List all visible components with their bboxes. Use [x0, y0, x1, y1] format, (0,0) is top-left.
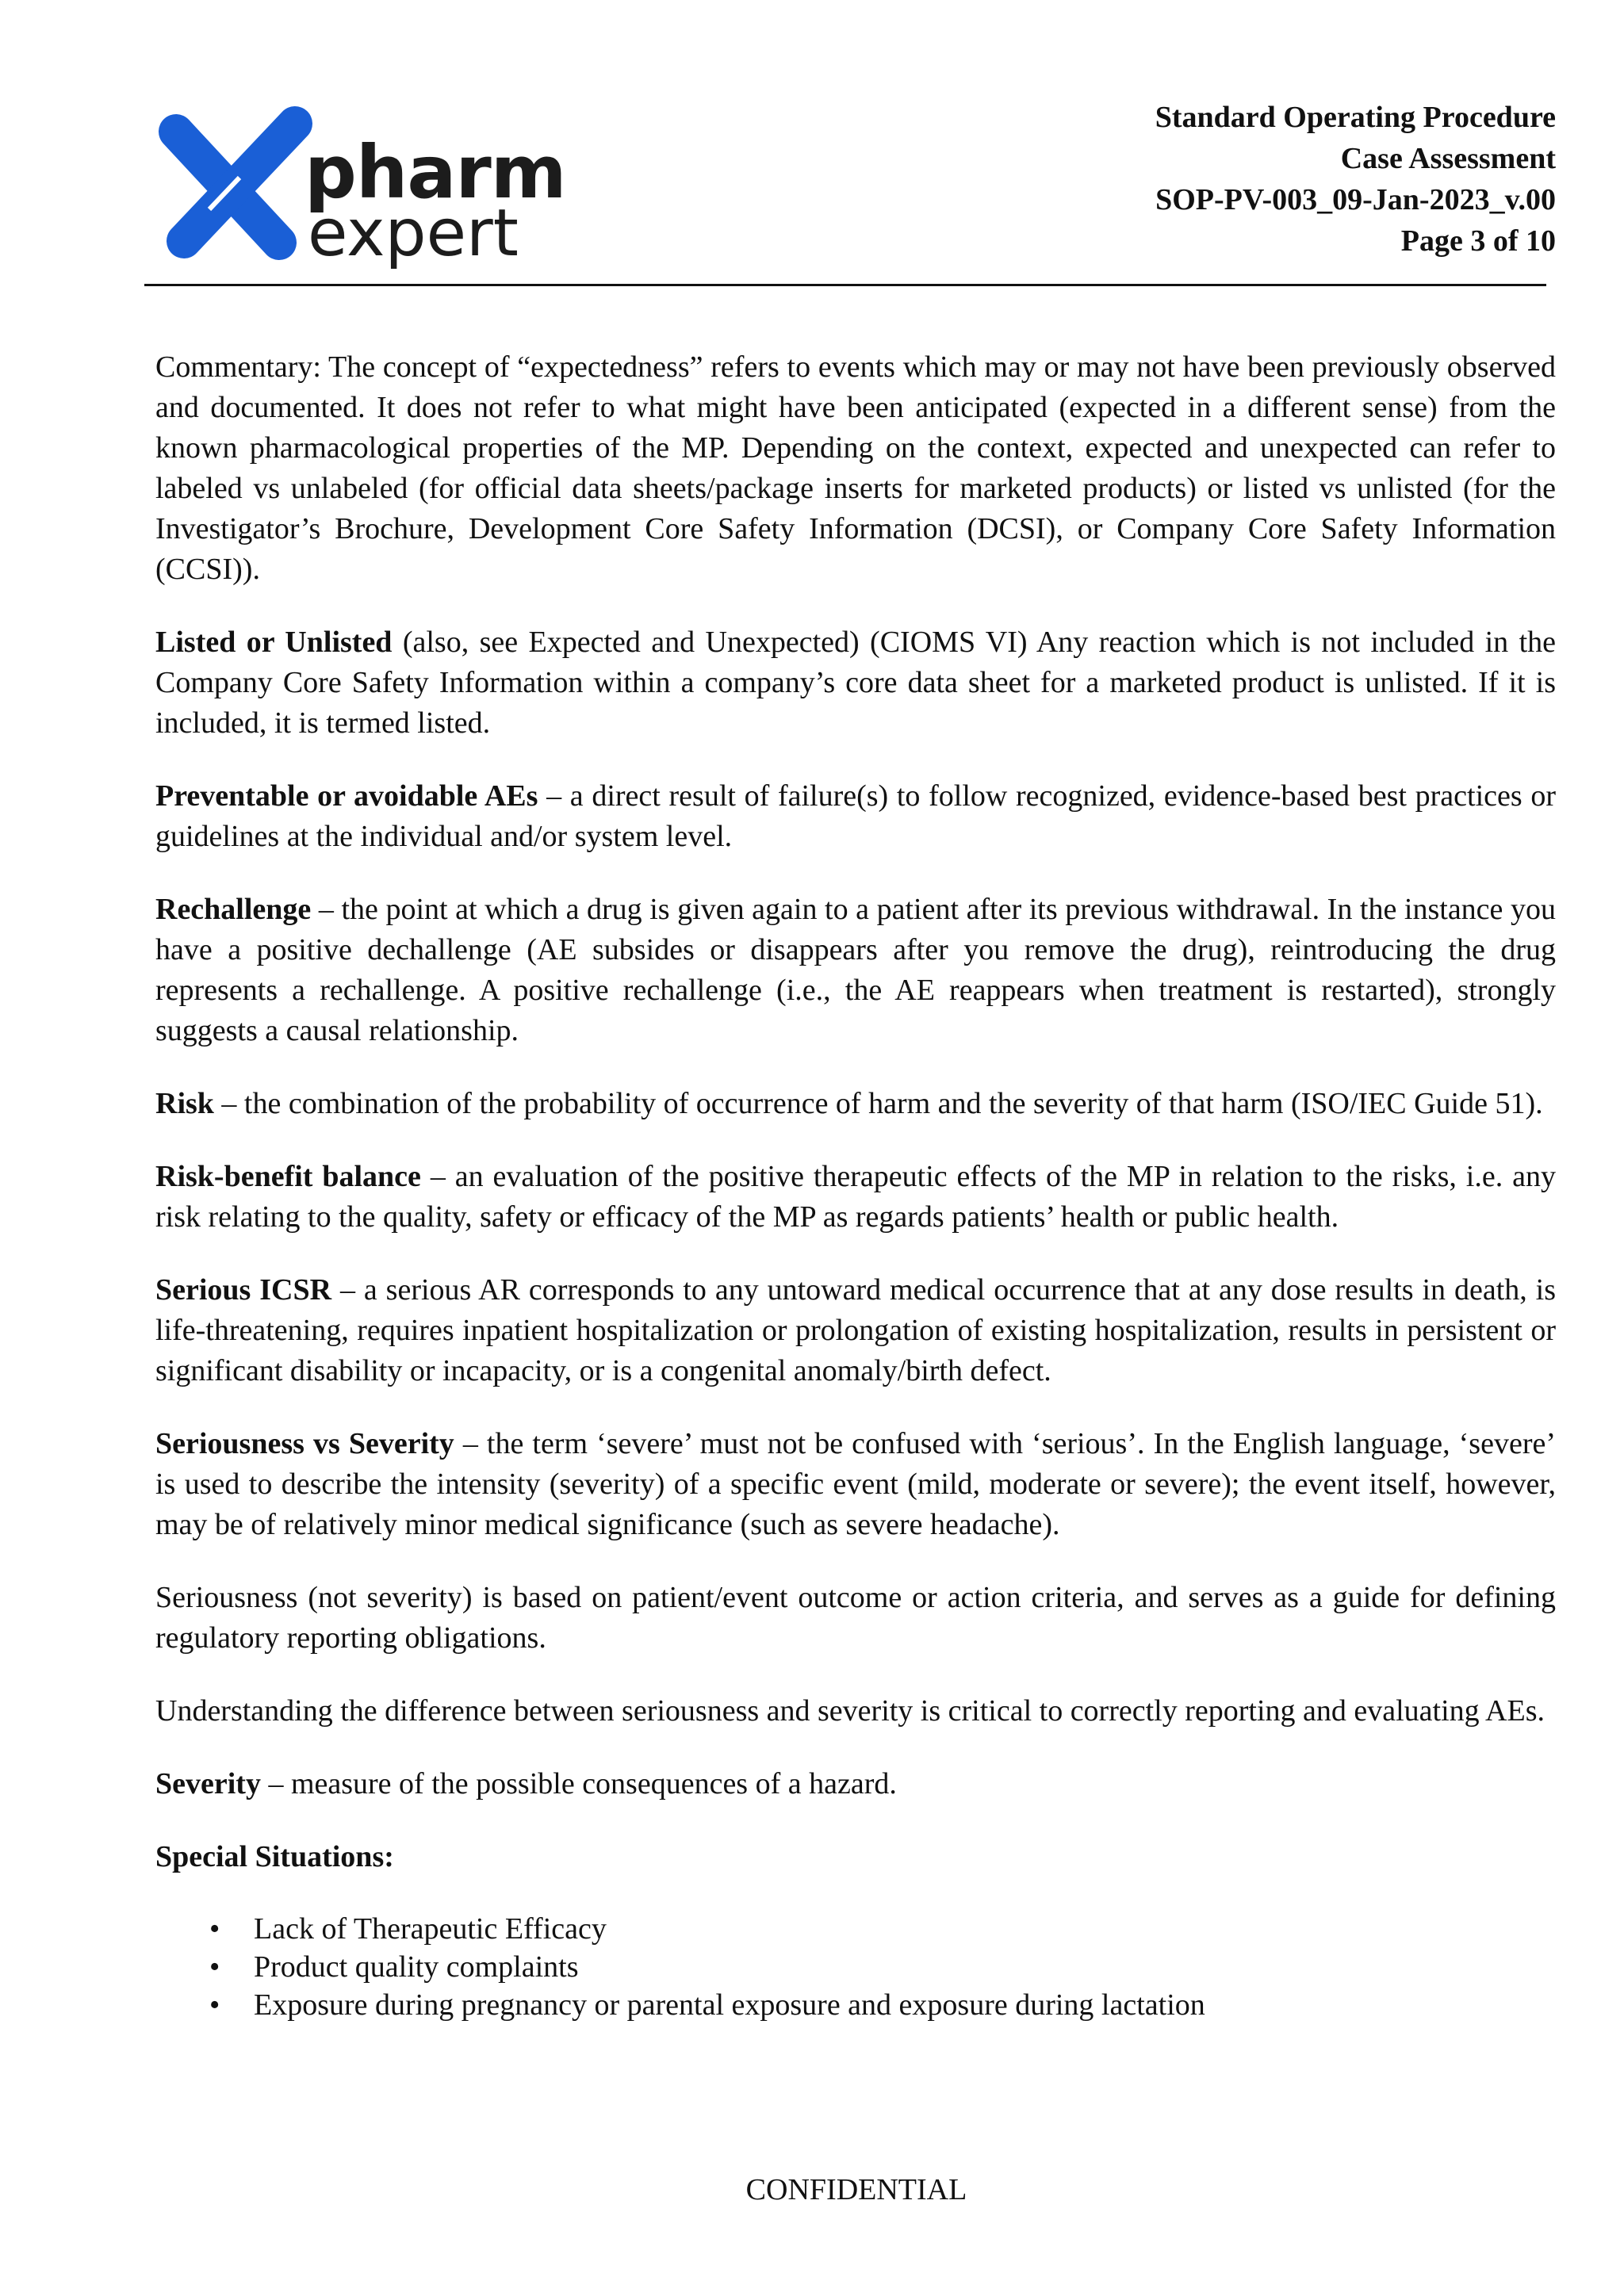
definition-rechallenge	[155, 890, 1556, 1051]
special-situations-heading: Special Situations:	[155, 1840, 394, 1873]
commentary-paragraph: Commentary: The concept of “expectedness” refers to events which may or may not have been previously observed and documented. It does not refer to what might have been anticipated (expected in a different sense) from the known pharmacological properties of the MP. Depending on the context, expected and unexpected can refer to labeled vs unlabeled (for official data sheets/package inserts for marketed products) or listed vs unlisted (for the Investigator’s Brochure, Development Core Safety Information (DCSI), or Company Core Safety Information (CCSI)).	[155, 350, 1556, 586]
definition-term: Listed or Unlisted	[155, 626, 393, 659]
logo-word-pharm: pharm	[304, 130, 566, 215]
definition-text: (also, see Expected and Unexpected) (CIOMS VI) Any reaction which is not included in the Company Core Safety Information within a company’s core data sheet for a marketed product is unlisted. If it is included, it is termed listed.	[155, 626, 1556, 740]
definition-risk	[155, 1084, 1556, 1124]
confidential-footer: CONFIDENTIAL	[745, 2173, 967, 2206]
list-item-text: Exposure during pregnancy or parental exposure and exposure during lactation	[254, 1988, 1205, 2022]
definition-severity	[155, 1764, 1556, 1804]
document-header	[1155, 97, 1556, 262]
bullet-icon: •	[209, 1912, 220, 1946]
bullet-icon: •	[209, 1988, 220, 2022]
header-doc-type: Standard Operating Procedure	[1155, 101, 1556, 134]
definition-preventable-aes	[155, 776, 1556, 857]
logo-word-expert: expert	[308, 196, 519, 271]
definition-term: Severity	[155, 1767, 261, 1800]
company-logo	[152, 100, 566, 271]
bullet-icon: •	[209, 1950, 220, 1984]
header-doc-title: Case Assessment	[1340, 142, 1556, 175]
definition-text: – measure of the possible consequences of a hazard.	[260, 1767, 897, 1800]
definition-text: – a serious AR corresponds to any untoward medical occurrence that at any dose results in death, is life-threatening, requires inpatient hospitalization or prolongation of existing hospitalization, results in persistent or significant disability or incapacity, or is a congenital anomaly/birth defect.	[155, 1273, 1557, 1387]
definition-term: Risk-benefit balance	[155, 1160, 421, 1193]
definition-term: Seriousness vs Severity	[155, 1427, 454, 1460]
list-item-text: Product quality complaints	[254, 1950, 579, 1984]
document-body	[155, 347, 1556, 2024]
definition-text: – the combination of the probability of occurrence of harm and the severity of that harm (ISO/IEC Guide 51).	[213, 1087, 1543, 1120]
definition-text: – a direct result of failure(s) to follow recognized, evidence-based best practices or guidelines at the individual and/or system level.	[155, 779, 1556, 853]
list-item	[155, 1948, 1556, 1986]
definition-listed-unlisted	[155, 622, 1556, 744]
list-item	[155, 1986, 1556, 2024]
definition-risk-benefit-balance	[155, 1157, 1556, 1238]
header-page-number: Page 3 of 10	[1400, 224, 1556, 258]
definition-serious-icsr	[155, 1270, 1556, 1391]
header-doc-id: SOP-PV-003_09-Jan-2023_v.00	[1155, 183, 1556, 216]
definition-seriousness-vs-severity	[155, 1424, 1556, 1545]
list-item	[155, 1910, 1556, 1948]
definition-text: – the term ‘severe’ must not be confused with ‘serious’. In the English language, ‘severe’ is used to describe the intensity (severity) of a specific event (mild, moderate or severe); the event itself, however, may be of relatively minor medical significance (such as severe headache).	[155, 1427, 1557, 1541]
definition-term: Preventable or avoidable AEs	[155, 779, 538, 813]
special-situations-list	[155, 1910, 1556, 2024]
seriousness-note: Seriousness (not severity) is based on patient/event outcome or action criteria, and serves as a guide for defining regulatory reporting obligations.	[155, 1581, 1556, 1655]
list-item-text: Lack of Therapeutic Efficacy	[254, 1912, 607, 1946]
difference-note: Understanding the difference between seriousness and severity is critical to correctly reporting and evaluating AEs.	[155, 1694, 1545, 1728]
definition-term: Risk	[155, 1087, 214, 1120]
header-divider	[144, 284, 1546, 286]
definition-text: – the point at which a drug is given again to a patient after its previous withdrawal. In the instance you have a positive dechallenge (AE subsides or disappears after you remove the drug), reintroducing the drug represents a rechallenge. A positive rechallenge (i.e., the AE reappears when treatment is restarted), strongly suggests a causal relationship.	[155, 893, 1556, 1047]
definition-term: Rechallenge	[155, 893, 312, 926]
x-cross-logo-icon	[152, 100, 319, 266]
definition-term: Serious ICSR	[155, 1273, 332, 1307]
definition-text: – an evaluation of the positive therapeutic effects of the MP in relation to the risks, i.e. any risk relating to the quality, safety or efficacy of the MP as regards patients’ health or public health.	[155, 1160, 1557, 1234]
